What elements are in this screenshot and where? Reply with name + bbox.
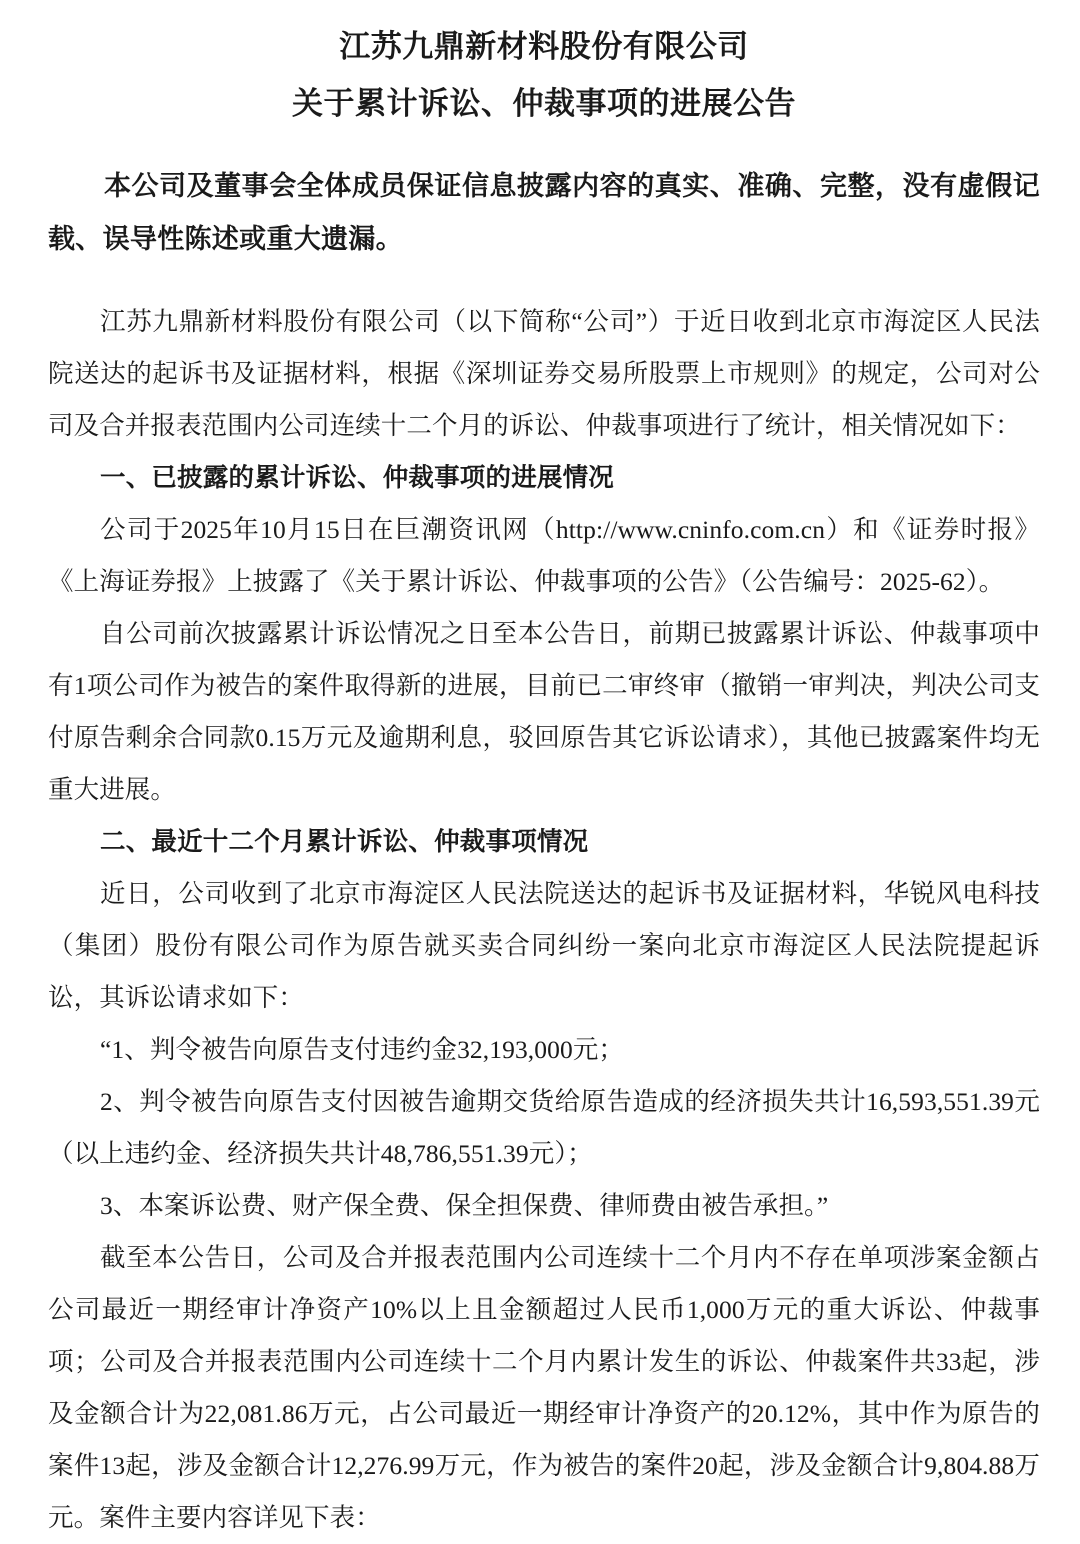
- document-title: [48, 18, 1040, 132]
- section-two-heading: 二、最近十二个月累计诉讼、仲裁事项情况: [100, 827, 589, 856]
- claim-item-1: “1、判令被告向原告支付违约金32,193,000元；: [100, 1035, 625, 1064]
- section-one-progress-paragraph: 自公司前次披露累计诉讼情况之日至本公告日，前期已披露累计诉讼、仲裁事项中有1项公司作为被告的案件取得新的进展，目前已二审终审（撤销一审判决，判决公司支付原告剩余合同款0.15万元及逾期利息，驳回原告其它诉讼请求），其他已披露案件均无重大进展。: [48, 619, 1040, 804]
- section-two-new-case-paragraph: 近日，公司收到了北京市海淀区人民法院送达的起诉书及证据材料，华锐风电科技（集团）股份有限公司作为原告就买卖合同纠纷一案向北京市海淀区人民法院提起诉讼，其诉讼请求如下：: [48, 879, 1040, 1012]
- title-line-company: 江苏九鼎新材料股份有限公司: [339, 29, 749, 64]
- section-two-summary-paragraph: 截至本公告日，公司及合并报表范围内公司连续十二个月内不存在单项涉案金额占公司最近一期经审计净资产10%以上且金额超过人民币1,000万元的重大诉讼、仲裁事项；公司及合并报表范围内公司连续十二个月内累计发生的诉讼、仲裁案件共33起，涉及金额合计为22,081.86万元，占公司最近一期经审计净资产的20.12%，其中作为原告的案件13起，涉及金额合计12,276.99万元，作为被告的案件20起，涉及金额合计9,804.88万元。案件主要内容详见下表：: [48, 1243, 1040, 1532]
- claim-item-2: 2、判令被告向原告支付因被告逾期交货给原告造成的经济损失共计16,593,551.39元（以上违约金、经济损失共计48,786,551.39元）；: [48, 1087, 1040, 1168]
- title-line-subject: 关于累计诉讼、仲裁事项的进展公告: [292, 86, 796, 121]
- claim-item-3: 3、本案诉讼费、财产保全费、保全担保费、律师费由被告承担。”: [100, 1191, 829, 1220]
- section-one-disclosure-paragraph: 公司于2025年10月15日在巨潮资讯网（http://www.cninfo.com.cn）和《证券时报》《上海证券报》上披露了《关于累计诉讼、仲裁事项的公告》（公告编号：2025-62）。: [48, 515, 1040, 596]
- intro-paragraph: 江苏九鼎新材料股份有限公司（以下简称“公司”）于近日收到北京市海淀区人民法院送达的起诉书及证据材料，根据《深圳证券交易所股票上市规则》的规定，公司对公司及合并报表范围内公司连续十二个月的诉讼、仲裁事项进行了统计，相关情况如下：: [48, 307, 1040, 440]
- section-one-heading: 一、已披露的累计诉讼、仲裁事项的进展情况: [100, 463, 615, 492]
- disclaimer-statement: 本公司及董事会全体成员保证信息披露内容的真实、准确、完整，没有虚假记载、误导性陈述或重大遗漏。: [48, 171, 1040, 254]
